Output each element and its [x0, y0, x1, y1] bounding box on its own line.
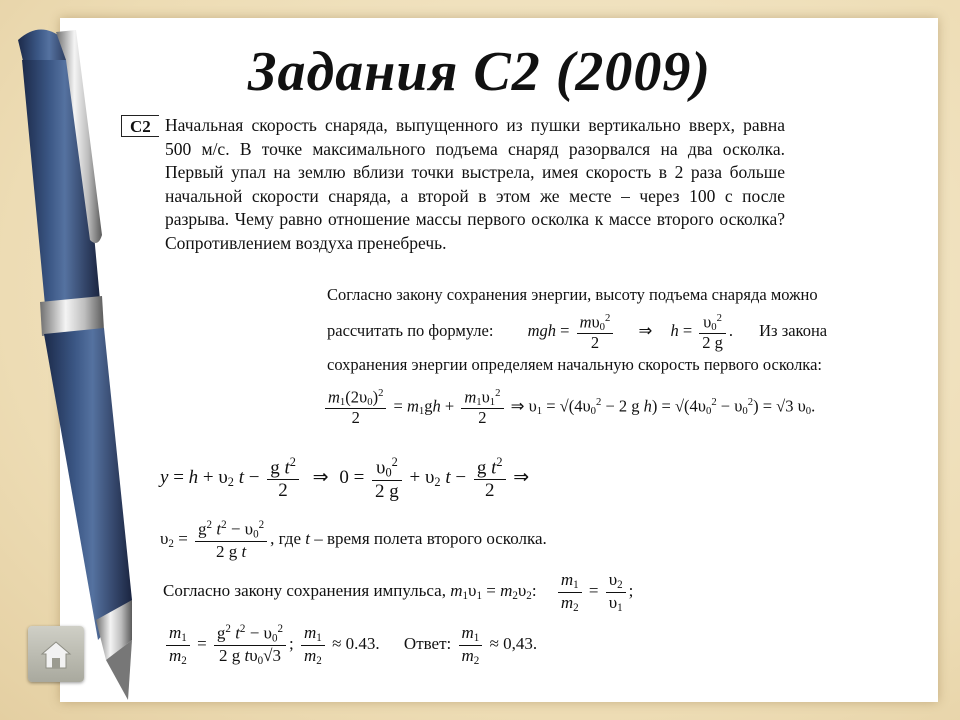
- implies-icon: ⇒: [638, 321, 653, 340]
- formula-final: $\frac{m_1}{m_2}$ = $\frac{g^2 t^2 - \upsilon_0^2}{2 g t\upsilon_0√3}$ ; $\frac{m_1}{m_2}$ ≈ 0.43. Ответ: $\frac{m_1}{m_2}$ ≈ 0,43.: [163, 618, 537, 670]
- problem-text: Начальная скорость снаряда, выпущенного из пушки вертикально вверх, равна 500 м/с. В точке максимального подъема снаряд разорвался на два осколка. Первый упал на землю вблизи точки выстрела, имея скорость в 2 раза больше начальной скорости снаряда, а второй в этом же месте – через 100 с после разрыва. Чему равно отношение массы первого осколка к массе второго осколка? Сопротивлением воздуха пренебречь.: [165, 115, 785, 253]
- formula-mgh: mgh = $\frac{m\upsilon_0^2}{2}$: [528, 321, 617, 340]
- approx-1: ≈ 0.43.: [332, 634, 380, 653]
- solution-line-6-text: где: [278, 529, 301, 548]
- home-icon: [28, 626, 84, 682]
- formula-kinematics: $y = h + \upsilon_2$ t − $\frac{g t^2}{2}$ ⇒ 0 = $\frac{\upsilon_0^2}{2 g}$ + $\upsilon_2$ t − $\frac{g t^2}{2}$ ⇒: [160, 454, 530, 502]
- approx-2: ≈ 0,43.: [489, 634, 538, 653]
- answer-label: Ответ:: [403, 634, 452, 653]
- formula-momentum: Согласно закону сохранения импульса, $m_1\upsilon_1 = m_2\upsilon_2$: $\frac{m_1}{m_2}$ = $\frac{\upsilon_2}{\upsilon_1}$ ;: [163, 570, 634, 614]
- formula-v2: $\upsilon_2$ = $\frac{g^2 t^2 - \upsilon_0^2}{\text{2 g t}}$ , где t – время полета второго осколка.: [160, 518, 547, 561]
- solution-line-2: [327, 308, 827, 354]
- solution-line-3: сохранения энергии определяем начальную скорость первого осколка:: [327, 355, 822, 374]
- solution-line-1: Согласно закону сохранения энергии, высоту подъема снаряда можно: [327, 285, 818, 304]
- solution-line-2-tail: Из закона: [759, 321, 828, 340]
- task-badge: С2: [121, 115, 159, 137]
- pen-illustration: [0, 0, 200, 720]
- solution-line-7-text: Согласно закону сохранения импульса,: [163, 581, 446, 600]
- slide-title: Задания С2 (2009): [248, 41, 712, 103]
- solution-line-6-tail: – время полета второго осколка.: [314, 529, 547, 548]
- formula-h: h = $\frac{\upsilon_0^2}{2 g}$ .: [670, 311, 734, 352]
- solution-line-2-text: рассчитать по формуле:: [327, 321, 494, 340]
- home-button[interactable]: [28, 626, 84, 682]
- formula-energy: $\frac{m_1(2\upsilon_0)^2}{2}$ = $m_1gh$ + $\frac{m_1\upsilon_1^2}{2}$ ⇒ $\upsilon_1 = √(4\upsilon_0^2 - 2$ g $h) = √(4\upsilon_0^2 - \upsilon_0^2) = √3$ $\upsilon_0$.: [322, 380, 815, 424]
